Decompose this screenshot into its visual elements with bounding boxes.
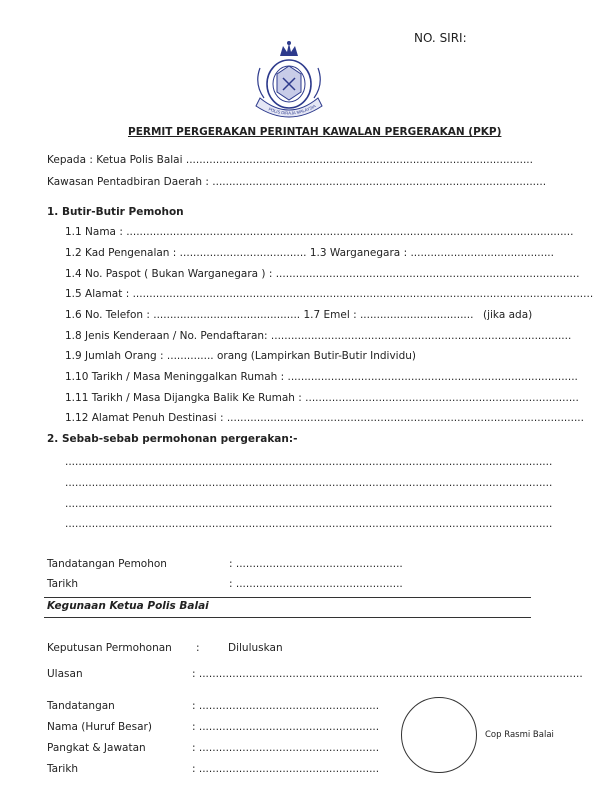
- remarks-label: Ulasan: [47, 668, 83, 680]
- police-logo: [250, 40, 328, 118]
- field-kenderaan[interactable]: 1.8 Jenis Kenderaan / No. Pendaftaran: ..........................................................................................: [65, 330, 572, 342]
- decision-value[interactable]: Diluluskan: [228, 642, 283, 654]
- kawasan-field[interactable]: Kawasan Pentadbiran Daerah : ....................................................................................................: [47, 176, 547, 188]
- officer-date-label: Tarikh: [47, 763, 79, 775]
- applicant-signature-label: Tandatangan Pemohon: [47, 558, 167, 570]
- serial-number-label: NO. SIRI:: [414, 31, 467, 45]
- section1-heading: 1. Butir-Butir Pemohon: [47, 206, 184, 218]
- divider-top: [44, 597, 531, 598]
- page-title: PERMIT PERGERAKAN PERINTAH KAWALAN PERGERAKAN (PKP): [128, 126, 502, 138]
- crown-icon: [280, 41, 298, 56]
- field-jumlah-orang[interactable]: 1.9 Jumlah Orang : .............. orang (Lampirkan Butir-Butir Individu): [65, 350, 417, 362]
- divider-bottom: [44, 617, 531, 618]
- field-destinasi[interactable]: 1.12 Alamat Penuh Destinasi : ...........................................................................................................: [65, 412, 584, 424]
- reason-line[interactable]: ..................................................................................................................................................: [65, 498, 553, 510]
- officer-date-field[interactable]: : ......................................................: [192, 763, 380, 775]
- remarks-field[interactable]: : ...................................................................................................................: [192, 668, 583, 680]
- applicant-date-label: Tarikh: [47, 578, 79, 590]
- officer-rank-field[interactable]: : ......................................................: [192, 742, 380, 754]
- field-nama[interactable]: 1.1 Nama : ......................................................................................................................................: [65, 226, 574, 238]
- field-kad-pengenalan[interactable]: 1.2 Kad Pengenalan : ...................................... 1.3 Warganegara : ...........................................: [65, 247, 554, 259]
- email-optional-note: (jika ada): [483, 309, 533, 321]
- applicant-signature-field[interactable]: : ..................................................: [229, 558, 403, 570]
- reason-line[interactable]: ..................................................................................................................................................: [65, 518, 553, 530]
- stamp-circle: [401, 697, 477, 773]
- section2-heading: 2. Sebab-sebab permohonan pergerakan:-: [47, 433, 298, 445]
- decision-label: Keputusan Permohonan: [47, 642, 172, 654]
- applicant-date-field[interactable]: : ..................................................: [229, 578, 403, 590]
- field-tarikh-keluar[interactable]: 1.10 Tarikh / Masa Meninggalkan Rumah : .......................................................................................: [65, 371, 578, 383]
- officer-signature-field[interactable]: : ......................................................: [192, 700, 380, 712]
- logo-text: POLIS DIRAJA MALAYSIA: [267, 103, 317, 116]
- field-alamat[interactable]: 1.5 Alamat : ..........................................................................................................................................: [65, 288, 594, 300]
- stamp-label: Cop Rasmi Balai: [485, 730, 554, 740]
- reason-line[interactable]: ..................................................................................................................................................: [65, 477, 553, 489]
- field-telefon-emel[interactable]: 1.6 No. Telefon : ............................................ 1.7 Emel : ..................................: [65, 309, 474, 321]
- field-tarikh-balik[interactable]: 1.11 Tarikh / Masa Dijangka Balik Ke Rumah : ..................................................................................: [65, 392, 579, 404]
- officer-rank-label: Pangkat & Jawatan: [47, 742, 146, 754]
- kepada-field[interactable]: Kepada : Ketua Polis Balai ........................................................................................................: [47, 154, 533, 166]
- officer-signature-label: Tandatangan: [47, 700, 115, 712]
- field-paspot[interactable]: 1.4 No. Paspot ( Bukan Warganegara ) : ...........................................................................................: [65, 268, 580, 280]
- reason-line[interactable]: ..................................................................................................................................................: [65, 456, 553, 468]
- officer-name-field[interactable]: : ......................................................: [192, 721, 380, 733]
- officer-name-label: Nama (Huruf Besar): [47, 721, 152, 733]
- decision-colon: :: [196, 642, 200, 654]
- official-use-heading: Kegunaan Ketua Polis Balai: [47, 600, 209, 612]
